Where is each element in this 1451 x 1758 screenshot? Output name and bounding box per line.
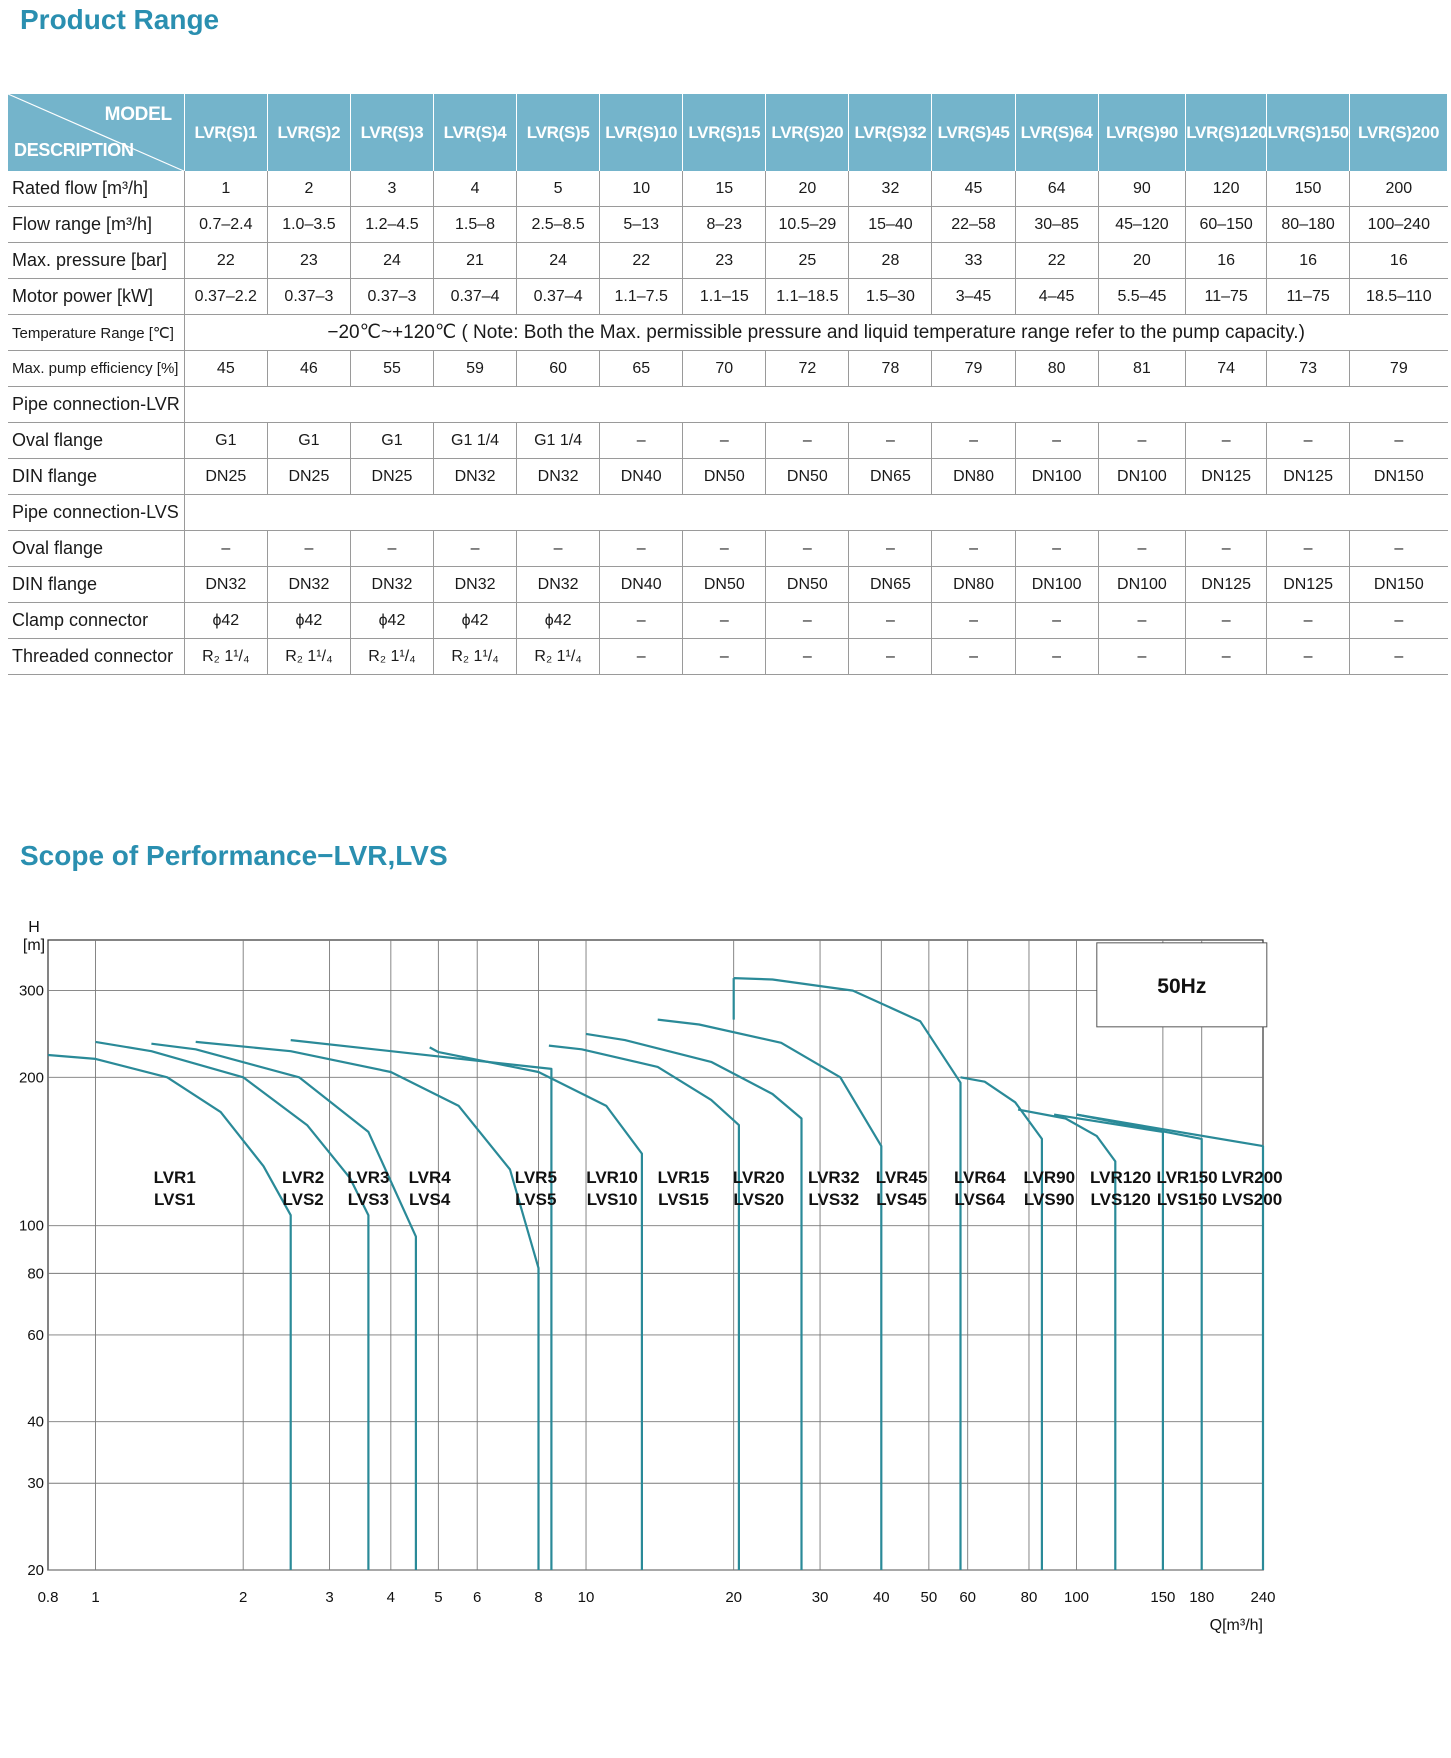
table-cell: 33: [932, 243, 1015, 279]
product-range-table: [8, 94, 1448, 675]
table-cell: 18.5–110: [1350, 279, 1448, 315]
x-tick-label: 10: [577, 1589, 595, 1606]
table-cell: DN100: [1098, 567, 1186, 603]
table-cell: DN32: [267, 567, 350, 603]
performance-curve: [734, 978, 961, 1570]
table-cell: 0.37–3: [267, 279, 350, 315]
table-row: [8, 639, 1448, 675]
description-header-label: DESCRIPTION: [14, 140, 134, 160]
table-cell: 15: [683, 171, 766, 207]
table-cell: 22: [600, 243, 683, 279]
table-cell: –: [1267, 639, 1350, 675]
table-cell: 24: [350, 243, 433, 279]
table-cell: DN40: [600, 459, 683, 495]
table-cell: 73: [1267, 351, 1350, 387]
x-tick-label: 150: [1150, 1589, 1176, 1606]
model-header: LVR(S)32: [849, 94, 932, 171]
table-cell: 5–13: [600, 207, 683, 243]
table-cell: –: [1186, 603, 1267, 639]
table-cell: –: [932, 423, 1015, 459]
table-cell: R₂ 1¹/₄: [350, 639, 433, 675]
table-cell: 0.37–4: [517, 279, 600, 315]
series-label-lvr: LVR150: [1156, 1168, 1218, 1188]
table-cell: –: [1015, 423, 1098, 459]
table-row: [8, 279, 1448, 315]
table-row: [8, 423, 1448, 459]
performance-curve: [961, 1077, 1042, 1570]
row-label: DIN flange: [8, 567, 184, 603]
y-tick-label: 80: [27, 1265, 44, 1283]
row-label: Oval flange: [8, 423, 184, 459]
table-cell: 11–75: [1267, 279, 1350, 315]
table-cell: R₂ 1¹/₄: [184, 639, 267, 675]
x-tick-label: 50: [920, 1589, 938, 1606]
table-cell: DN50: [766, 459, 849, 495]
y-tick-label: 60: [27, 1326, 44, 1344]
x-tick-label: 80: [1020, 1589, 1038, 1606]
model-header: LVR(S)200: [1350, 94, 1448, 171]
model-header: LVR(S)120: [1186, 94, 1267, 171]
table-cell: –: [683, 423, 766, 459]
table-cell: 1.5–8: [434, 207, 517, 243]
series-label-lvr: LVR2: [282, 1168, 325, 1188]
table-cell: 5: [517, 171, 600, 207]
table-cell: 46: [267, 351, 350, 387]
table-cell: DN65: [849, 459, 932, 495]
table-cell: DN25: [267, 459, 350, 495]
series-label-lvr: LVR5: [514, 1168, 557, 1188]
x-tick-label: 6: [473, 1589, 482, 1606]
table-cell: –: [1015, 603, 1098, 639]
y-axis-label: H: [28, 919, 40, 936]
chart-grid: [48, 940, 1267, 1570]
x-tick-label: 100: [1063, 1589, 1090, 1606]
series-label-lvs: LVS90: [1023, 1190, 1075, 1210]
table-cell: DN100: [1015, 459, 1098, 495]
series-label-lvs: LVS10: [586, 1190, 638, 1210]
series-label-lvr: LVR3: [347, 1168, 390, 1188]
row-label: Threaded connector: [8, 639, 184, 675]
performance-curve: [196, 1042, 539, 1570]
table-cell: 1.1–7.5: [600, 279, 683, 315]
table-cell: 1.1–15: [683, 279, 766, 315]
series-label-lvr: LVR45: [875, 1168, 928, 1188]
table-cell: DN40: [600, 567, 683, 603]
series-label-lvr: LVR10: [586, 1168, 638, 1188]
table-cell: –: [766, 639, 849, 675]
model-header: LVR(S)15: [683, 94, 766, 171]
table-cell: –: [184, 531, 267, 567]
table-row: [8, 171, 1448, 207]
table-cell: –: [1267, 423, 1350, 459]
table-cell: ϕ42: [517, 603, 600, 639]
table-cell: 8–23: [683, 207, 766, 243]
table-row: [8, 567, 1448, 603]
row-label: Max. pump efficiency [%]: [8, 351, 184, 387]
x-tick-label: 0.8: [37, 1589, 59, 1606]
table-cell: 79: [1350, 351, 1448, 387]
table-cell: ϕ42: [350, 603, 433, 639]
table-cell: –: [517, 531, 600, 567]
table-cell: 200: [1350, 171, 1448, 207]
table-cell: –: [1098, 639, 1186, 675]
table-cell: DN125: [1267, 567, 1350, 603]
y-tick-label: 20: [27, 1562, 44, 1579]
table-cell: 1.5–30: [849, 279, 932, 315]
row-label: Flow range [m³/h]: [8, 207, 184, 243]
table-cell: G1 1/4: [434, 423, 517, 459]
table-cell: –: [1186, 531, 1267, 567]
table-row: [8, 603, 1448, 639]
series-label-lvs: LVS15: [658, 1190, 709, 1210]
table-cell: –: [1350, 603, 1448, 639]
model-header: LVR(S)3: [350, 94, 433, 171]
table-row: [8, 243, 1448, 279]
x-tick-label: 2: [239, 1589, 248, 1606]
table-cell: 1.2–4.5: [350, 207, 433, 243]
table-cell: 1.0–3.5: [267, 207, 350, 243]
table-cell: –: [849, 639, 932, 675]
series-label-lvs: LVS32: [808, 1190, 860, 1210]
y-tick-label: 40: [27, 1413, 44, 1431]
x-tick-label: 240: [1250, 1589, 1276, 1606]
model-header: LVR(S)4: [434, 94, 517, 171]
table-cell: 22–58: [932, 207, 1015, 243]
chart-series-labels: [154, 1168, 1283, 1209]
series-label-lvs: LVS4: [409, 1190, 451, 1210]
y-tick-label: 200: [18, 1069, 44, 1087]
table-cell: –: [1186, 639, 1267, 675]
table-cell: 28: [849, 243, 932, 279]
series-label-lvs: LVS120: [1090, 1190, 1151, 1210]
model-header: LVR(S)150: [1267, 94, 1350, 171]
table-cell: –: [766, 423, 849, 459]
table-cell: 1.1–18.5: [766, 279, 849, 315]
y-tick-label: 30: [27, 1475, 44, 1493]
series-label-lvs: LVS45: [876, 1190, 927, 1210]
table-cell: 0.37–4: [434, 279, 517, 315]
table-cell: –: [1098, 423, 1186, 459]
table-cell: 23: [267, 243, 350, 279]
table-cell: –: [932, 531, 1015, 567]
row-label: Temperature Range [℃]: [8, 315, 184, 351]
table-cell: –: [600, 639, 683, 675]
series-label-lvs: LVS1: [154, 1190, 196, 1210]
table-cell: 4–45: [1015, 279, 1098, 315]
series-label-lvr: LVR1: [153, 1168, 196, 1188]
table-cell: R₂ 1¹/₄: [434, 639, 517, 675]
table-cell: 3: [350, 171, 433, 207]
table-cell: 24: [517, 243, 600, 279]
y-tick-label: 300: [18, 982, 44, 1000]
table-cell: DN32: [434, 459, 517, 495]
x-tick-label: 180: [1189, 1589, 1215, 1606]
table-cell: 11–75: [1186, 279, 1267, 315]
performance-curve: [430, 1047, 642, 1570]
table-cell: –: [600, 531, 683, 567]
table-cell: –: [600, 423, 683, 459]
y-tick-label: 100: [18, 1217, 44, 1235]
series-label-lvs: LVS150: [1156, 1190, 1218, 1210]
table-cell: DN100: [1015, 567, 1098, 603]
performance-curve: [96, 1042, 369, 1570]
table-cell: –: [683, 603, 766, 639]
x-tick-label: 4: [386, 1589, 396, 1606]
model-header: LVR(S)1: [184, 94, 267, 171]
table-cell: DN100: [1098, 459, 1186, 495]
table-cell: G1: [350, 423, 433, 459]
table-cell: 32: [849, 171, 932, 207]
table-cell: R₂ 1¹/₄: [517, 639, 600, 675]
table-cell: –: [766, 531, 849, 567]
x-tick-label: 20: [725, 1589, 743, 1606]
table-cell: 150: [1267, 171, 1350, 207]
table-cell: 15–40: [849, 207, 932, 243]
model-header: LVR(S)90: [1098, 94, 1186, 171]
table-cell: DN25: [184, 459, 267, 495]
table-cell: –: [683, 531, 766, 567]
table-cell: DN150: [1350, 459, 1448, 495]
table-cell: –: [350, 531, 433, 567]
table-cell: –: [849, 531, 932, 567]
x-axis-label: Q[m³/h]: [1209, 1617, 1263, 1634]
table-cell: 4: [434, 171, 517, 207]
model-header: LVR(S)64: [1015, 94, 1098, 171]
table-cell: 2.5–8.5: [517, 207, 600, 243]
series-label-lvs: LVS3: [347, 1190, 390, 1210]
table-cell: 81: [1098, 351, 1186, 387]
table-cell: 79: [932, 351, 1015, 387]
x-tick-label: 3: [325, 1589, 334, 1606]
row-label: Clamp connector: [8, 603, 184, 639]
section-blank-cell: [184, 387, 1447, 423]
model-header: LVR(S)45: [932, 94, 1015, 171]
table-cell: 55: [350, 351, 433, 387]
table-cell: –: [1267, 603, 1350, 639]
model-header: LVR(S)2: [267, 94, 350, 171]
table-cell: –: [267, 531, 350, 567]
table-cell: 70: [683, 351, 766, 387]
table-row: [8, 459, 1448, 495]
x-tick-label: 8: [534, 1589, 543, 1606]
table-cell: 22: [184, 243, 267, 279]
table-cell: –: [1267, 531, 1350, 567]
table-cell: –: [849, 603, 932, 639]
plot-frame: [48, 940, 1263, 1570]
table-cell: 16: [1350, 243, 1448, 279]
table-cell: 22: [1015, 243, 1098, 279]
table-cell: 2: [267, 171, 350, 207]
series-label-lvr: LVR200: [1221, 1168, 1283, 1188]
table-cell: 90: [1098, 171, 1186, 207]
table-row: [8, 351, 1448, 387]
chart-curves: [48, 978, 1263, 1570]
x-tick-label: 1: [91, 1589, 100, 1606]
x-tick-label: 60: [959, 1589, 977, 1606]
table-cell: –: [1098, 603, 1186, 639]
series-label-lvr: LVR15: [657, 1168, 710, 1188]
performance-scope-title: Scope of Performance−LVR,LVS: [20, 840, 448, 871]
table-cell: –: [1098, 531, 1186, 567]
table-cell: 1: [184, 171, 267, 207]
row-label: Pipe connection-LVR: [8, 387, 184, 423]
table-cell: 10: [600, 171, 683, 207]
row-label: Motor power [kW]: [8, 279, 184, 315]
series-label-lvs: LVS200: [1221, 1190, 1283, 1210]
series-label-lvr: LVR120: [1090, 1168, 1152, 1188]
table-cell: –: [600, 603, 683, 639]
table-cell: DN50: [683, 567, 766, 603]
model-header: LVR(S)20: [766, 94, 849, 171]
performance-curve: [658, 1020, 882, 1570]
performance-curve: [151, 1044, 416, 1570]
table-cell: DN32: [517, 567, 600, 603]
table-row: [8, 495, 1448, 531]
table-cell: 65: [600, 351, 683, 387]
table-cell: 0.37–2.2: [184, 279, 267, 315]
table-cell: DN32: [517, 459, 600, 495]
table-cell: DN125: [1186, 459, 1267, 495]
table-cell: ϕ42: [184, 603, 267, 639]
table-cell: DN50: [683, 459, 766, 495]
x-tick-label: 40: [872, 1589, 890, 1606]
table-cell: 0.7–2.4: [184, 207, 267, 243]
series-label-lvs: LVS2: [282, 1190, 324, 1210]
series-label-lvs: LVS5: [515, 1190, 557, 1210]
table-cell: 3–45: [932, 279, 1015, 315]
table-cell: 20: [766, 171, 849, 207]
series-label-lvs: LVS20: [733, 1190, 785, 1210]
table-cell: –: [1350, 423, 1448, 459]
table-cell: 60: [517, 351, 600, 387]
table-cell: 72: [766, 351, 849, 387]
table-cell: –: [849, 423, 932, 459]
temperature-note-cell: −20℃~+120℃ ( Note: Both the Max. permissible pressure and liquid temperature range refer to the pump capacity.): [184, 315, 1447, 351]
model-header: LVR(S)5: [517, 94, 600, 171]
table-cell: –: [1015, 639, 1098, 675]
table-cell: 80: [1015, 351, 1098, 387]
row-label: DIN flange: [8, 459, 184, 495]
product-range-title: Product Range: [20, 4, 220, 35]
table-cell: 59: [434, 351, 517, 387]
table-cell: R₂ 1¹/₄: [267, 639, 350, 675]
table-corner-cell: [8, 94, 184, 171]
series-label-lvr: LVR90: [1023, 1168, 1076, 1188]
table-cell: 74: [1186, 351, 1267, 387]
x-tick-label: 5: [434, 1589, 443, 1606]
table-cell: G1: [267, 423, 350, 459]
table-cell: DN50: [766, 567, 849, 603]
row-label: Max. pressure [bar]: [8, 243, 184, 279]
table-cell: ϕ42: [434, 603, 517, 639]
table-row: [8, 531, 1448, 567]
table-header-row: [8, 94, 1448, 171]
table-row: [8, 387, 1448, 423]
table-cell: DN32: [184, 567, 267, 603]
table-cell: DN150: [1350, 567, 1448, 603]
table-cell: –: [932, 603, 1015, 639]
table-row: [8, 315, 1448, 351]
table-cell: 30–85: [1015, 207, 1098, 243]
table-cell: DN25: [350, 459, 433, 495]
table-cell: G1 1/4: [517, 423, 600, 459]
chart-axes: [19, 919, 1276, 1634]
model-header-label: MODEL: [104, 104, 172, 125]
performance-chart: [0, 919, 1451, 1758]
section-blank-cell: [184, 495, 1447, 531]
row-label: Pipe connection-LVS: [8, 495, 184, 531]
table-cell: 60–150: [1186, 207, 1267, 243]
table-cell: G1: [184, 423, 267, 459]
table-row: [8, 207, 1448, 243]
table-cell: 100–240: [1350, 207, 1448, 243]
x-tick-label: 30: [811, 1589, 829, 1606]
table-cell: 78: [849, 351, 932, 387]
table-cell: –: [932, 639, 1015, 675]
table-cell: –: [766, 603, 849, 639]
table-cell: DN125: [1267, 459, 1350, 495]
table-cell: DN80: [932, 459, 1015, 495]
performance-curve: [549, 1046, 739, 1570]
series-label-lvr: LVR64: [953, 1168, 1006, 1188]
row-label: Rated flow [m³/h]: [8, 171, 184, 207]
series-label-lvr: LVR20: [732, 1168, 785, 1188]
table-cell: 5.5–45: [1098, 279, 1186, 315]
table-cell: DN32: [434, 567, 517, 603]
table-cell: –: [434, 531, 517, 567]
series-label-lvr: LVR4: [408, 1168, 451, 1188]
table-cell: –: [1350, 531, 1448, 567]
table-cell: –: [1186, 423, 1267, 459]
table-cell: 20: [1098, 243, 1186, 279]
table-cell: 45–120: [1098, 207, 1186, 243]
table-cell: 80–180: [1267, 207, 1350, 243]
table-cell: DN80: [932, 567, 1015, 603]
table-cell: 16: [1267, 243, 1350, 279]
row-label: Oval flange: [8, 531, 184, 567]
table-cell: 25: [766, 243, 849, 279]
table-cell: 23: [683, 243, 766, 279]
table-cell: 45: [932, 171, 1015, 207]
table-cell: DN125: [1186, 567, 1267, 603]
table-cell: 120: [1186, 171, 1267, 207]
table-cell: 10.5–29: [766, 207, 849, 243]
table-cell: 16: [1186, 243, 1267, 279]
table-cell: –: [683, 639, 766, 675]
table-cell: DN32: [350, 567, 433, 603]
performance-curve: [48, 1055, 291, 1570]
frequency-label: 50Hz: [1157, 974, 1207, 998]
series-label-lvs: LVS64: [954, 1190, 1006, 1210]
table-cell: 45: [184, 351, 267, 387]
table-cell: –: [1015, 531, 1098, 567]
table-cell: 64: [1015, 171, 1098, 207]
table-cell: 21: [434, 243, 517, 279]
table-cell: –: [1350, 639, 1448, 675]
y-axis-unit: [m]: [22, 937, 46, 954]
performance-curve: [586, 1034, 802, 1570]
model-header: LVR(S)10: [600, 94, 683, 171]
table-cell: ϕ42: [267, 603, 350, 639]
table-cell: DN65: [849, 567, 932, 603]
series-label-lvr: LVR32: [807, 1168, 860, 1188]
table-cell: 0.37–3: [350, 279, 433, 315]
